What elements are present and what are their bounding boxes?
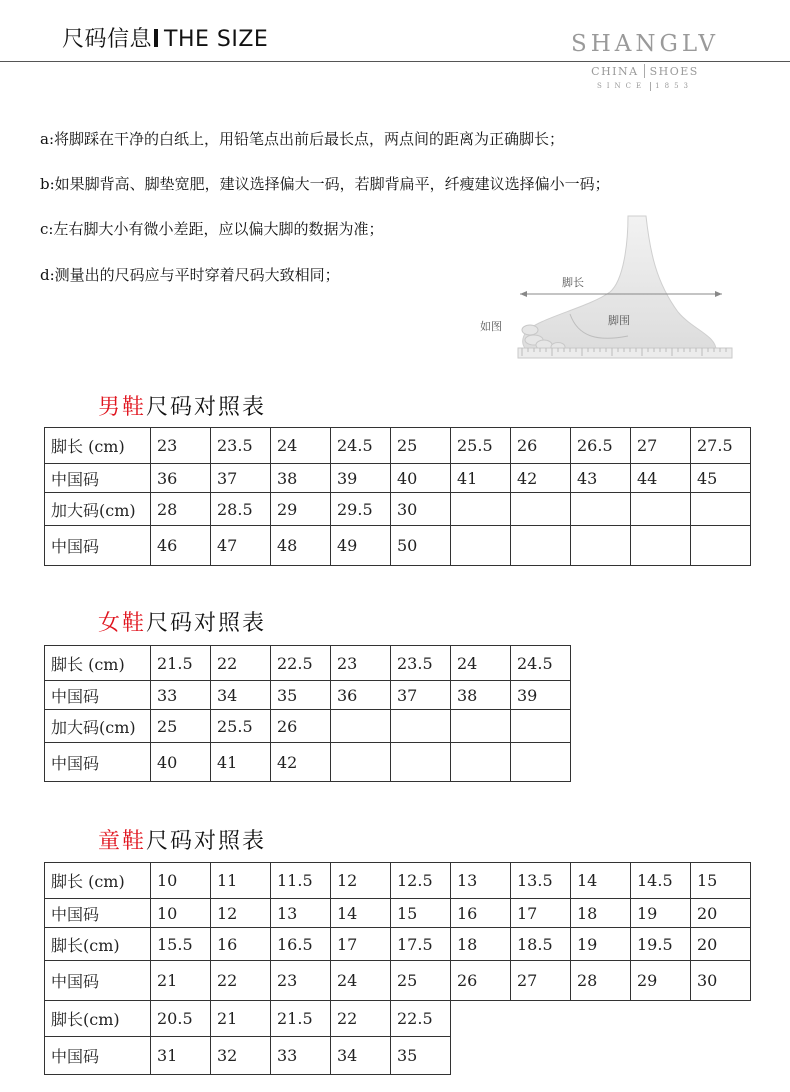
table-cell (691, 493, 751, 526)
table-cell: 25 (391, 428, 451, 464)
table-cell: 13 (451, 863, 511, 899)
table-cell: 22 (211, 961, 271, 1001)
table-cell: 14.5 (631, 863, 691, 899)
table-cell: 28 (151, 493, 211, 526)
table-cell: 41 (211, 743, 271, 782)
table-cell: 23 (151, 428, 211, 464)
table-cell (571, 526, 631, 566)
table-cell: 26 (271, 710, 331, 743)
table-cell: 39 (331, 464, 391, 493)
table-cell: 36 (151, 464, 211, 493)
row-header-cell: 脚长(cm) (45, 928, 151, 961)
row-header-cell: 脚长 (cm) (45, 428, 151, 464)
table-cell: 35 (391, 1037, 451, 1075)
table-cell: 10 (151, 863, 211, 899)
since-year: 1853 (655, 82, 693, 90)
table-cell: 12.5 (391, 863, 451, 899)
women-title-rest: 尺码对照表 (146, 611, 267, 636)
table-row (45, 493, 751, 526)
table-cell: 16 (451, 899, 511, 928)
table-cell: 24.5 (511, 646, 571, 681)
table-cell: 25.5 (451, 428, 511, 464)
men-section-title (98, 390, 266, 421)
table-cell (331, 710, 391, 743)
table-cell: 30 (391, 493, 451, 526)
table-cell: 37 (391, 681, 451, 710)
table-cell: 35 (271, 681, 331, 710)
table-cell: 50 (391, 526, 451, 566)
table-cell (511, 743, 571, 782)
table-cell: 19.5 (631, 928, 691, 961)
table-cell: 20 (691, 899, 751, 928)
table-row (45, 464, 751, 493)
table-cell: 18 (571, 899, 631, 928)
table-cell (331, 743, 391, 782)
table-cell: 28 (571, 961, 631, 1001)
table-cell: 13.5 (511, 863, 571, 899)
table-cell: 45 (691, 464, 751, 493)
length-label: 脚长 (562, 276, 584, 289)
brand-separator (644, 64, 645, 78)
table-cell (451, 493, 511, 526)
table-cell: 19 (571, 928, 631, 961)
table-cell: 12 (331, 863, 391, 899)
table-cell: 23.5 (391, 646, 451, 681)
table-cell: 17 (511, 899, 571, 928)
table-row (45, 1037, 751, 1075)
table-cell: 13 (271, 899, 331, 928)
table-cell: 27 (511, 961, 571, 1001)
table-cell: 33 (151, 681, 211, 710)
table-cell: 12 (211, 899, 271, 928)
table-cell: 25 (151, 710, 211, 743)
table-cell: 15 (691, 863, 751, 899)
table-cell: 19 (631, 899, 691, 928)
table-cell (451, 743, 511, 782)
table-cell: 48 (271, 526, 331, 566)
note-c: c:左右脚大小有微小差距，应以偏大脚的数据为准； (40, 220, 384, 238)
note-d: d:测量出的尺码应与平时穿着尺码大致相同； (40, 266, 340, 284)
empty-area (451, 1037, 751, 1075)
table-cell: 15.5 (151, 928, 211, 961)
table-cell: 27.5 (691, 428, 751, 464)
table-cell: 21 (211, 1001, 271, 1037)
men-size-table (44, 427, 751, 566)
title-cn: 尺码信息 (62, 27, 153, 52)
table-row (45, 428, 751, 464)
table-cell: 15 (391, 899, 451, 928)
table-cell: 27 (631, 428, 691, 464)
table-cell: 43 (571, 464, 631, 493)
table-cell: 24 (271, 428, 331, 464)
table-cell: 31 (151, 1037, 211, 1075)
row-header-cell: 中国码 (45, 681, 151, 710)
row-header-cell: 中国码 (45, 961, 151, 1001)
table-row (45, 899, 751, 928)
table-row (45, 681, 571, 710)
table-cell: 29 (631, 961, 691, 1001)
table-cell (631, 526, 691, 566)
table-cell: 24 (331, 961, 391, 1001)
title-divider (154, 29, 158, 47)
women-title-highlight: 女鞋 (98, 611, 147, 636)
table-cell: 21.5 (151, 646, 211, 681)
row-header-cell: 中国码 (45, 464, 151, 493)
table-cell (631, 493, 691, 526)
table-cell: 34 (331, 1037, 391, 1075)
table-row (45, 961, 751, 1001)
table-row (45, 710, 571, 743)
table-cell: 11 (211, 863, 271, 899)
men-title-rest: 尺码对照表 (146, 395, 267, 420)
table-cell: 39 (511, 681, 571, 710)
brand-tagline (560, 64, 730, 78)
row-header-cell: 中国码 (45, 899, 151, 928)
row-header-cell: 中国码 (45, 1037, 151, 1075)
table-row (45, 1001, 751, 1037)
table-cell: 14 (571, 863, 631, 899)
table-cell: 41 (451, 464, 511, 493)
table-cell: 40 (151, 743, 211, 782)
table-cell: 38 (451, 681, 511, 710)
kids-section-title (98, 824, 266, 855)
table-cell (571, 493, 631, 526)
table-cell: 16 (211, 928, 271, 961)
table-cell: 42 (511, 464, 571, 493)
table-cell: 23 (331, 646, 391, 681)
table-cell: 29.5 (331, 493, 391, 526)
brand-left: CHINA (591, 64, 639, 78)
table-cell (691, 526, 751, 566)
table-cell: 21 (151, 961, 211, 1001)
kids-title-highlight: 童鞋 (98, 829, 147, 854)
table-cell: 24.5 (331, 428, 391, 464)
row-header-cell: 脚长 (cm) (45, 863, 151, 899)
table-cell: 24 (451, 646, 511, 681)
table-cell: 17.5 (391, 928, 451, 961)
since-separator (650, 82, 651, 91)
table-cell: 34 (211, 681, 271, 710)
table-cell: 40 (391, 464, 451, 493)
table-cell: 47 (211, 526, 271, 566)
brand-since (560, 82, 730, 91)
row-header-cell: 中国码 (45, 743, 151, 782)
table-cell: 16.5 (271, 928, 331, 961)
page-title (62, 22, 268, 53)
table-row (45, 863, 751, 899)
row-header-cell: 中国码 (45, 526, 151, 566)
example-label: 如图 (480, 320, 502, 333)
table-row (45, 646, 571, 681)
table-cell: 38 (271, 464, 331, 493)
table-cell (511, 493, 571, 526)
table-cell: 36 (331, 681, 391, 710)
table-cell: 49 (331, 526, 391, 566)
table-cell: 23 (271, 961, 331, 1001)
table-cell: 42 (271, 743, 331, 782)
table-cell: 26 (451, 961, 511, 1001)
table-cell (511, 710, 571, 743)
table-row (45, 743, 571, 782)
row-header-cell: 加大码(cm) (45, 493, 151, 526)
table-cell: 22 (211, 646, 271, 681)
brand-logo (560, 30, 730, 91)
table-cell: 37 (211, 464, 271, 493)
table-cell: 29 (271, 493, 331, 526)
table-cell (451, 526, 511, 566)
table-row (45, 526, 751, 566)
table-row (45, 928, 751, 961)
row-header-cell: 脚长 (cm) (45, 646, 151, 681)
table-cell (511, 526, 571, 566)
kids-size-table (44, 862, 751, 1075)
table-cell: 28.5 (211, 493, 271, 526)
table-cell: 25 (391, 961, 451, 1001)
measuring-ruler (518, 348, 732, 358)
table-cell: 44 (631, 464, 691, 493)
table-cell: 22 (331, 1001, 391, 1037)
empty-area (451, 1001, 751, 1037)
men-title-highlight: 男鞋 (98, 395, 147, 420)
table-cell: 33 (271, 1037, 331, 1075)
table-cell: 22.5 (271, 646, 331, 681)
table-cell: 20.5 (151, 1001, 211, 1037)
table-cell (391, 743, 451, 782)
table-cell: 14 (331, 899, 391, 928)
table-cell: 30 (691, 961, 751, 1001)
note-b: b:如果脚背高、脚垫宽肥，建议选择偏大一码，若脚背扁平，纤瘦建议选择偏小一码； (40, 175, 610, 193)
table-cell: 18 (451, 928, 511, 961)
table-cell: 46 (151, 526, 211, 566)
brand-name: SHANGLV (570, 31, 720, 57)
table-cell: 23.5 (211, 428, 271, 464)
brand-right: SHOES (649, 64, 699, 78)
row-header-cell: 加大码(cm) (45, 710, 151, 743)
table-cell: 25.5 (211, 710, 271, 743)
women-size-table (44, 645, 571, 782)
girth-label: 脚围 (608, 314, 630, 327)
table-cell: 20 (691, 928, 751, 961)
row-header-cell: 脚长(cm) (45, 1001, 151, 1037)
table-cell (451, 710, 511, 743)
table-cell: 11.5 (271, 863, 331, 899)
table-cell: 32 (211, 1037, 271, 1075)
table-cell: 10 (151, 899, 211, 928)
note-a: a:将脚踩在干净的白纸上，用铅笔点出前后最长点，两点间的距离为正确脚长； (40, 130, 565, 148)
since-label: SINCE (597, 82, 647, 90)
table-cell: 26 (511, 428, 571, 464)
table-cell: 21.5 (271, 1001, 331, 1037)
table-cell: 18.5 (511, 928, 571, 961)
table-cell: 17 (331, 928, 391, 961)
foot-measure-illustration (478, 212, 738, 372)
table-cell: 26.5 (571, 428, 631, 464)
foot-shape (523, 216, 716, 354)
kids-title-rest: 尺码对照表 (146, 829, 267, 854)
table-cell (391, 710, 451, 743)
women-section-title (98, 606, 266, 637)
table-cell: 22.5 (391, 1001, 451, 1037)
title-en: THE SIZE (164, 27, 269, 52)
